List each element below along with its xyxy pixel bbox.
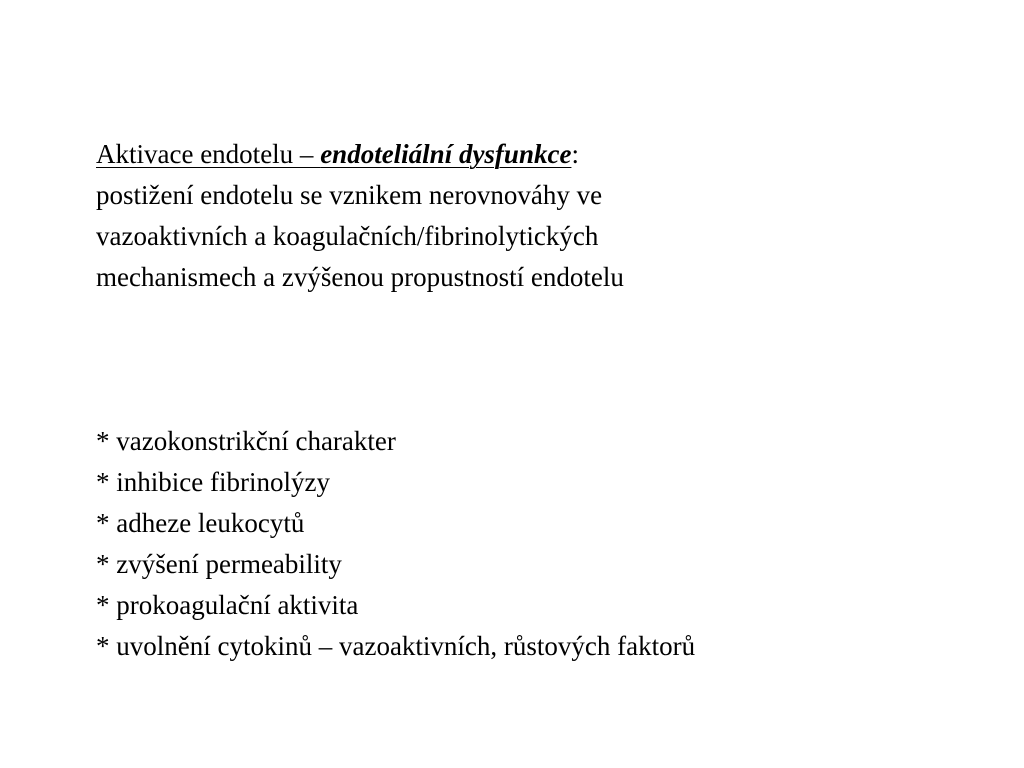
bullet-item-procoagulant-activity: * prokoagulační aktivita	[96, 590, 359, 620]
heading-suffix: :	[571, 139, 579, 169]
bullet-item-vasoconstriction: * vazokonstrikční charakter	[96, 426, 396, 456]
bullet-item-leukocyte-adhesion: * adheze leukocytů	[96, 508, 305, 538]
heading-underlined	[96, 139, 571, 169]
heading-prefix: Aktivace endotelu –	[96, 139, 321, 169]
bullet-item-fibrinolysis-inhibition: * inhibice fibrinolýzy	[96, 467, 330, 497]
heading-emphasis: endoteliální dysfunkce	[320, 139, 572, 169]
description-line-2: vazoaktivních a koagulačních/fibrinolytických	[96, 221, 599, 251]
heading	[96, 134, 996, 175]
intro-block	[96, 134, 996, 298]
bullet-item-permeability: * zvýšení permeability	[96, 549, 342, 579]
description-line-3: mechanismech a zvýšenou propustností endotelu	[96, 262, 624, 292]
bullet-item-cytokine-release: * uvolnění cytokinů – vazoaktivních, růstových faktorů	[96, 631, 696, 661]
bullet-list	[96, 421, 996, 667]
description-line-1: postižení endotelu se vznikem nerovnováhy ve	[96, 180, 603, 210]
